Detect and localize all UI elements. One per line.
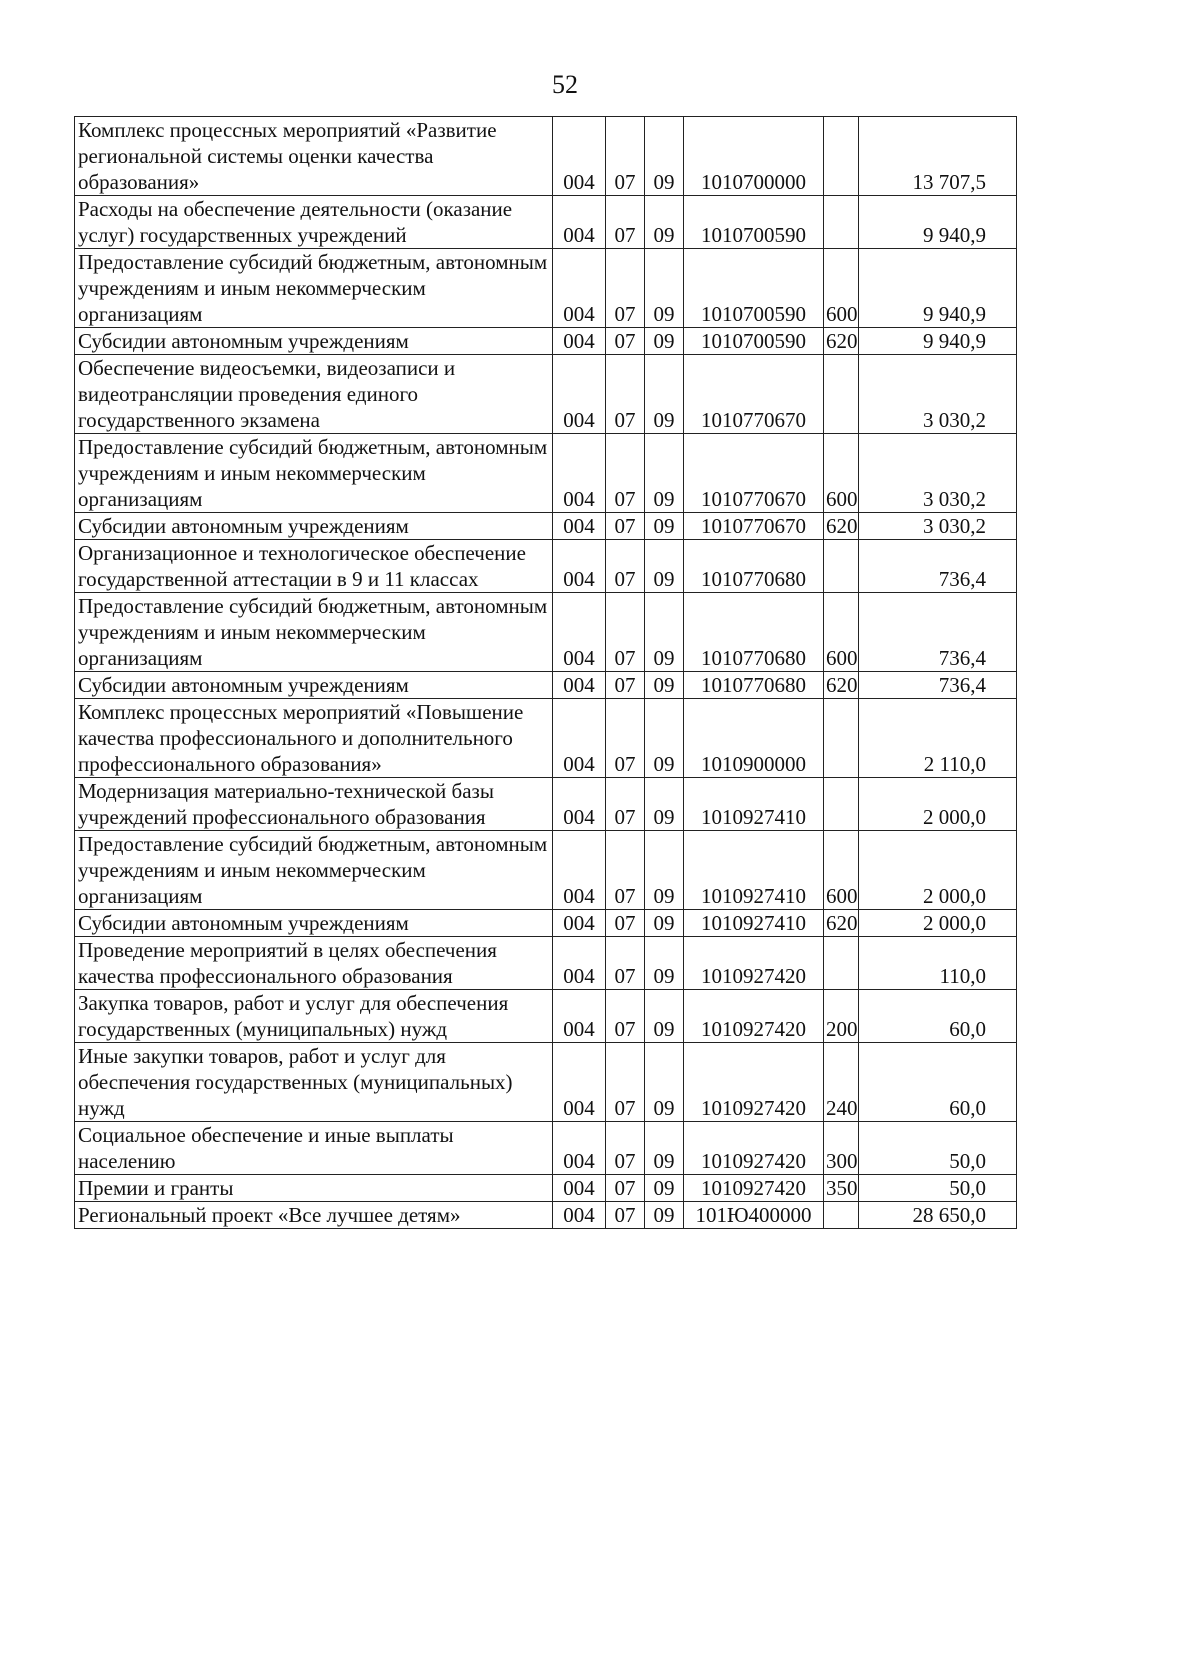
grbs-code-cell: 004 bbox=[553, 910, 606, 937]
expense-type-code-cell bbox=[824, 196, 859, 249]
expense-type-code-cell: 350 bbox=[824, 1175, 859, 1202]
expense-type-code-cell: 620 bbox=[824, 672, 859, 699]
section-code-cell: 07 bbox=[606, 1043, 645, 1122]
table-row bbox=[75, 778, 1017, 831]
subsection-code-cell: 09 bbox=[645, 355, 684, 434]
subsection-code-cell: 09 bbox=[645, 910, 684, 937]
section-code-cell: 07 bbox=[606, 196, 645, 249]
section-code-cell: 07 bbox=[606, 1175, 645, 1202]
section-code-cell: 07 bbox=[606, 328, 645, 355]
target-article-code-cell: 1010700000 bbox=[684, 117, 824, 196]
subsection-code-cell: 09 bbox=[645, 1175, 684, 1202]
expense-type-code-cell: 200 bbox=[824, 990, 859, 1043]
row-name-cell: Расходы на обеспечение деятельности (оказание услуг) государственных учреждений bbox=[75, 196, 553, 249]
table-row bbox=[75, 593, 1017, 672]
target-article-code-cell: 1010770680 bbox=[684, 540, 824, 593]
amount-cell: 110,0 bbox=[859, 937, 1017, 990]
amount-cell: 2 110,0 bbox=[859, 699, 1017, 778]
subsection-code-cell: 09 bbox=[645, 196, 684, 249]
grbs-code-cell: 004 bbox=[553, 249, 606, 328]
amount-cell: 9 940,9 bbox=[859, 196, 1017, 249]
amount-cell: 3 030,2 bbox=[859, 513, 1017, 540]
section-code-cell: 07 bbox=[606, 513, 645, 540]
grbs-code-cell: 004 bbox=[553, 434, 606, 513]
row-name-cell: Региональный проект «Все лучшее детям» bbox=[75, 1202, 553, 1229]
expense-type-code-cell: 600 bbox=[824, 593, 859, 672]
section-code-cell: 07 bbox=[606, 540, 645, 593]
section-code-cell: 07 bbox=[606, 249, 645, 328]
expense-type-code-cell bbox=[824, 355, 859, 434]
grbs-code-cell: 004 bbox=[553, 513, 606, 540]
table-row bbox=[75, 196, 1017, 249]
table-row bbox=[75, 540, 1017, 593]
subsection-code-cell: 09 bbox=[645, 1122, 684, 1175]
row-name-cell: Проведение мероприятий в целях обеспечения качества профессионального образования bbox=[75, 937, 553, 990]
target-article-code-cell: 1010927420 bbox=[684, 1122, 824, 1175]
expense-type-code-cell: 600 bbox=[824, 831, 859, 910]
target-article-code-cell: 1010927420 bbox=[684, 1175, 824, 1202]
row-name-cell: Модернизация материально-технической базы учреждений профессионального образования bbox=[75, 778, 553, 831]
grbs-code-cell: 004 bbox=[553, 990, 606, 1043]
amount-cell: 736,4 bbox=[859, 593, 1017, 672]
amount-cell: 60,0 bbox=[859, 1043, 1017, 1122]
section-code-cell: 07 bbox=[606, 937, 645, 990]
table-row bbox=[75, 328, 1017, 355]
table-row bbox=[75, 699, 1017, 778]
row-name-cell: Предоставление субсидий бюджетным, автономным учреждениям и иным некоммерческим организациям bbox=[75, 434, 553, 513]
subsection-code-cell: 09 bbox=[645, 513, 684, 540]
table-row bbox=[75, 1175, 1017, 1202]
budget-table bbox=[74, 116, 1017, 1229]
section-code-cell: 07 bbox=[606, 355, 645, 434]
table-row bbox=[75, 937, 1017, 990]
section-code-cell: 07 bbox=[606, 990, 645, 1043]
section-code-cell: 07 bbox=[606, 1122, 645, 1175]
section-code-cell: 07 bbox=[606, 593, 645, 672]
subsection-code-cell: 09 bbox=[645, 328, 684, 355]
subsection-code-cell: 09 bbox=[645, 672, 684, 699]
grbs-code-cell: 004 bbox=[553, 1202, 606, 1229]
table-row bbox=[75, 355, 1017, 434]
target-article-code-cell: 101Ю400000 bbox=[684, 1202, 824, 1229]
target-article-code-cell: 1010927420 bbox=[684, 937, 824, 990]
row-name-cell: Субсидии автономным учреждениям bbox=[75, 328, 553, 355]
expense-type-code-cell: 600 bbox=[824, 249, 859, 328]
target-article-code-cell: 1010927410 bbox=[684, 910, 824, 937]
expense-type-code-cell: 620 bbox=[824, 513, 859, 540]
target-article-code-cell: 1010770670 bbox=[684, 355, 824, 434]
target-article-code-cell: 1010770670 bbox=[684, 434, 824, 513]
subsection-code-cell: 09 bbox=[645, 937, 684, 990]
row-name-cell: Обеспечение видеосъемки, видеозаписи и видеотрансляции проведения единого государственного экзамена bbox=[75, 355, 553, 434]
expense-type-code-cell bbox=[824, 540, 859, 593]
amount-cell: 736,4 bbox=[859, 540, 1017, 593]
row-name-cell: Предоставление субсидий бюджетным, автономным учреждениям и иным некоммерческим организациям bbox=[75, 249, 553, 328]
grbs-code-cell: 004 bbox=[553, 593, 606, 672]
subsection-code-cell: 09 bbox=[645, 249, 684, 328]
expense-type-code-cell: 240 bbox=[824, 1043, 859, 1122]
amount-cell: 3 030,2 bbox=[859, 355, 1017, 434]
table-row bbox=[75, 513, 1017, 540]
table-row bbox=[75, 1122, 1017, 1175]
table-row bbox=[75, 910, 1017, 937]
table-row bbox=[75, 249, 1017, 328]
amount-cell: 9 940,9 bbox=[859, 249, 1017, 328]
row-name-cell: Иные закупки товаров, работ и услуг для обеспечения государственных (муниципальных) нужд bbox=[75, 1043, 553, 1122]
expense-type-code-cell bbox=[824, 117, 859, 196]
grbs-code-cell: 004 bbox=[553, 1175, 606, 1202]
row-name-cell: Премии и гранты bbox=[75, 1175, 553, 1202]
section-code-cell: 07 bbox=[606, 1202, 645, 1229]
amount-cell: 50,0 bbox=[859, 1175, 1017, 1202]
amount-cell: 2 000,0 bbox=[859, 910, 1017, 937]
expense-type-code-cell bbox=[824, 937, 859, 990]
row-name-cell: Закупка товаров, работ и услуг для обеспечения государственных (муниципальных) нужд bbox=[75, 990, 553, 1043]
grbs-code-cell: 004 bbox=[553, 672, 606, 699]
amount-cell: 9 940,9 bbox=[859, 328, 1017, 355]
table-row bbox=[75, 990, 1017, 1043]
target-article-code-cell: 1010900000 bbox=[684, 699, 824, 778]
target-article-code-cell: 1010700590 bbox=[684, 196, 824, 249]
grbs-code-cell: 004 bbox=[553, 831, 606, 910]
row-name-cell: Организационное и технологическое обеспечение государственной аттестации в 9 и 11 классах bbox=[75, 540, 553, 593]
row-name-cell: Субсидии автономным учреждениям bbox=[75, 513, 553, 540]
amount-cell: 60,0 bbox=[859, 990, 1017, 1043]
grbs-code-cell: 004 bbox=[553, 117, 606, 196]
subsection-code-cell: 09 bbox=[645, 1043, 684, 1122]
amount-cell: 2 000,0 bbox=[859, 778, 1017, 831]
target-article-code-cell: 1010927410 bbox=[684, 778, 824, 831]
row-name-cell: Субсидии автономным учреждениям bbox=[75, 910, 553, 937]
page-number: 52 bbox=[552, 70, 578, 99]
amount-cell: 736,4 bbox=[859, 672, 1017, 699]
target-article-code-cell: 1010700590 bbox=[684, 328, 824, 355]
expense-type-code-cell: 300 bbox=[824, 1122, 859, 1175]
row-name-cell: Социальное обеспечение и иные выплаты населению bbox=[75, 1122, 553, 1175]
subsection-code-cell: 09 bbox=[645, 831, 684, 910]
grbs-code-cell: 004 bbox=[553, 355, 606, 434]
section-code-cell: 07 bbox=[606, 434, 645, 513]
subsection-code-cell: 09 bbox=[645, 778, 684, 831]
table-row bbox=[75, 117, 1017, 196]
section-code-cell: 07 bbox=[606, 831, 645, 910]
grbs-code-cell: 004 bbox=[553, 1043, 606, 1122]
section-code-cell: 07 bbox=[606, 672, 645, 699]
section-code-cell: 07 bbox=[606, 699, 645, 778]
subsection-code-cell: 09 bbox=[645, 593, 684, 672]
target-article-code-cell: 1010770680 bbox=[684, 672, 824, 699]
target-article-code-cell: 1010770680 bbox=[684, 593, 824, 672]
grbs-code-cell: 004 bbox=[553, 937, 606, 990]
grbs-code-cell: 004 bbox=[553, 196, 606, 249]
amount-cell: 3 030,2 bbox=[859, 434, 1017, 513]
expense-type-code-cell: 600 bbox=[824, 434, 859, 513]
target-article-code-cell: 1010700590 bbox=[684, 249, 824, 328]
grbs-code-cell: 004 bbox=[553, 328, 606, 355]
row-name-cell: Субсидии автономным учреждениям bbox=[75, 672, 553, 699]
expense-type-code-cell bbox=[824, 699, 859, 778]
subsection-code-cell: 09 bbox=[645, 699, 684, 778]
amount-cell: 50,0 bbox=[859, 1122, 1017, 1175]
table-row bbox=[75, 1202, 1017, 1229]
grbs-code-cell: 004 bbox=[553, 540, 606, 593]
budget-table-body bbox=[75, 117, 1017, 1229]
grbs-code-cell: 004 bbox=[553, 778, 606, 831]
row-name-cell: Предоставление субсидий бюджетным, автономным учреждениям и иным некоммерческим организациям bbox=[75, 831, 553, 910]
section-code-cell: 07 bbox=[606, 117, 645, 196]
subsection-code-cell: 09 bbox=[645, 540, 684, 593]
target-article-code-cell: 1010770670 bbox=[684, 513, 824, 540]
expense-type-code-cell: 620 bbox=[824, 910, 859, 937]
row-name-cell: Комплекс процессных мероприятий «Развитие региональной системы оценки качества образования» bbox=[75, 117, 553, 196]
grbs-code-cell: 004 bbox=[553, 1122, 606, 1175]
subsection-code-cell: 09 bbox=[645, 434, 684, 513]
target-article-code-cell: 1010927410 bbox=[684, 831, 824, 910]
section-code-cell: 07 bbox=[606, 910, 645, 937]
subsection-code-cell: 09 bbox=[645, 117, 684, 196]
expense-type-code-cell: 620 bbox=[824, 328, 859, 355]
row-name-cell: Предоставление субсидий бюджетным, автономным учреждениям и иным некоммерческим организациям bbox=[75, 593, 553, 672]
section-code-cell: 07 bbox=[606, 778, 645, 831]
table-row bbox=[75, 831, 1017, 910]
amount-cell: 28 650,0 bbox=[859, 1202, 1017, 1229]
table-row bbox=[75, 434, 1017, 513]
subsection-code-cell: 09 bbox=[645, 1202, 684, 1229]
target-article-code-cell: 1010927420 bbox=[684, 990, 824, 1043]
expense-type-code-cell bbox=[824, 778, 859, 831]
subsection-code-cell: 09 bbox=[645, 990, 684, 1043]
amount-cell: 13 707,5 bbox=[859, 117, 1017, 196]
target-article-code-cell: 1010927420 bbox=[684, 1043, 824, 1122]
table-row bbox=[75, 672, 1017, 699]
table-row bbox=[75, 1043, 1017, 1122]
expense-type-code-cell bbox=[824, 1202, 859, 1229]
grbs-code-cell: 004 bbox=[553, 699, 606, 778]
amount-cell: 2 000,0 bbox=[859, 831, 1017, 910]
row-name-cell: Комплекс процессных мероприятий «Повышение качества профессионального и дополнительного профессионального образования» bbox=[75, 699, 553, 778]
